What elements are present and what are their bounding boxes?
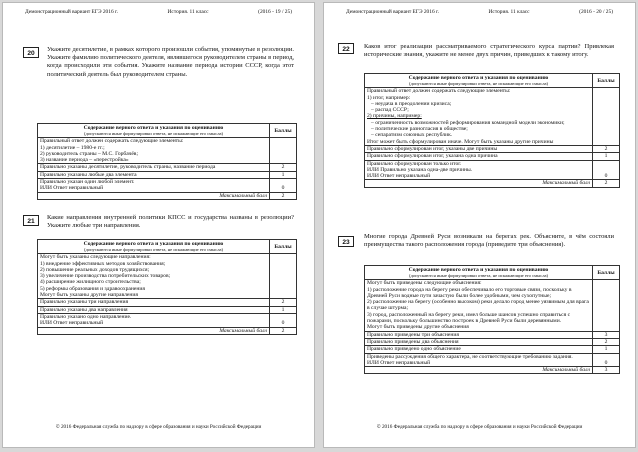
question-number-21: 21 bbox=[23, 215, 39, 226]
answer-content: Могут быть приведены следующие объяснения: 1) расположение города на берегу реки обеспечивало его торговые связи, поскольку в Древней Руси водные пути зачастую были более удобными, чем сухопутные; 2) расположение на берегу (особенно высоком) реки делало город менее уязвимым для врага в случае штурма; 3) город, расположенный на берегу реки, имел больше шансов успешно справиться с пожарами, поскольку большинство построек в Древней Руси были деревянными. Могут быть приведены другие объяснения bbox=[365, 280, 593, 331]
score-header: Баллы bbox=[593, 266, 620, 280]
scoring-table-23 bbox=[364, 265, 620, 374]
score-header: Баллы bbox=[593, 74, 620, 88]
table-row: Правильно указано одно направление. ИЛИ Ответ неправильный 0 bbox=[38, 313, 297, 327]
table-row: Правильно указаны любые два элемента 1 bbox=[38, 171, 297, 178]
header-subject: История. 11 класс bbox=[488, 9, 530, 15]
table-row: Приведены рассуждения общего характера, не соответствующие требованию задания. ИЛИ Ответ неправильный 0 bbox=[365, 353, 620, 367]
scoring-table-22 bbox=[364, 73, 620, 188]
table-row: Правильно указаны десятилетие, руководитель страны, название периода 2 bbox=[38, 164, 297, 171]
max-score-row: Максимальный балл 3 bbox=[365, 367, 620, 374]
table-row: Правильно приведены два объяснения 2 bbox=[365, 338, 620, 345]
table-row: Правильно сформулирован итог, указана одна причина 1 bbox=[365, 153, 620, 160]
header-page: (2016 - 19 / 25) bbox=[258, 9, 292, 15]
max-score-row: Максимальный балл 2 bbox=[365, 180, 620, 187]
table-row: Правильно приведены три объяснения 3 bbox=[365, 331, 620, 338]
question-23-text: Многие города Древней Руси возникали на берегах рек. Объясните, в чём состояли преимущества такого расположения города (приведите три объяснения). bbox=[364, 233, 614, 249]
page-right bbox=[323, 2, 636, 448]
question-number-23: 23 bbox=[338, 236, 354, 247]
page-header bbox=[346, 9, 613, 15]
answer-content: Правильный ответ должен содержать следующие элементы: 1) итог, например: – неудача в преодолении кризиса; – распад СССР; 2) причины, например: – ограниченность возможностей реформирования командной модели экономики; – политические разногласия в обществе; – сепаратизм союзных республик. Итог может быть сформулирован иначе. Могут быть указаны другие причины bbox=[365, 88, 593, 146]
max-score-row: Максимальный балл 2 bbox=[38, 327, 297, 334]
page-left bbox=[2, 2, 315, 448]
table-row: Правильно указан один любой элемент. ИЛИ Ответ неправильный 0 bbox=[38, 179, 297, 193]
table-header: Содержание верного ответа и указания по оцениванию (допускаются иные формулировки ответа, не искажающие его смысла) bbox=[38, 240, 270, 254]
score-header: Баллы bbox=[270, 124, 297, 138]
answer-content: Правильный ответ должен содержать следующие элементы: 1) десятилетие – 1980-е гг.; 2) руководитель страны – М.С. Горбачёв; 3) название периода – «перестройка» bbox=[38, 138, 270, 164]
header-page: (2016 - 20 / 25) bbox=[579, 9, 613, 15]
page-header bbox=[25, 9, 292, 15]
question-20-text: Укажите десятилетие, в рамках которого произошли события, упомянутые в резолюции. Укажите фамилию политического деятеля, являвшегося руководителем страны в период, когда происходили эти события. Укажите название периода истории СССР, когда этот политический деятель был руководителем страны. bbox=[47, 46, 294, 78]
header-subject: История. 11 класс bbox=[167, 9, 209, 15]
table-header: Содержание верного ответа и указания по оцениванию (допускаются иные формулировки ответа, не искажающие его смысла) bbox=[38, 124, 270, 138]
scoring-table-21 bbox=[37, 239, 297, 335]
table-header: Содержание верного ответа и указания по оцениванию (допускаются иные формулировки ответа, не искажающие его смысла) bbox=[365, 266, 593, 280]
page-footer: © 2016 Федеральная служба по надзору в сфере образования и науки Российской Федерации bbox=[376, 424, 583, 430]
answer-content: Могут быть указаны следующие направления: 1) внедрение эффективных методов хозяйствования; 2) повышение реальных доходов трудящихся; 3) увеличение производства потребительских товаров; 4) расширение жилищного строительства; 5) реформы образования и здравоохранения Могут быть указаны другие направления bbox=[38, 254, 270, 299]
table-row: Правильно приведено одно объяснение 1 bbox=[365, 346, 620, 353]
table-row: Правильно указаны три направления 2 bbox=[38, 299, 297, 306]
question-number-20: 20 bbox=[23, 47, 39, 58]
max-score-row: Максимальный балл 2 bbox=[38, 192, 297, 199]
score-header: Баллы bbox=[270, 240, 297, 254]
question-22-text: Каков итог реализации рассматриваемого стратегического курса партии? Привлекая исторические знания, укажите не менее двух причин, приведших к такому итогу. bbox=[364, 43, 614, 59]
header-variant: Демонстрационный вариант ЕГЭ 2016 г. bbox=[346, 9, 439, 15]
table-header: Содержание верного ответа и указания по оцениванию (допускаются иные формулировки ответа, не искажающие его смысла) bbox=[365, 74, 593, 88]
table-row: Правильно указаны два направления 1 bbox=[38, 306, 297, 313]
scoring-table-20 bbox=[37, 123, 297, 200]
header-variant: Демонстрационный вариант ЕГЭ 2016 г. bbox=[25, 9, 118, 15]
question-21-text: Какие направления внутренней политики КПСС и государства названы в резолюции? Укажите любые три направления. bbox=[47, 214, 294, 230]
table-row: Правильно сформулирован только итог. ИЛИ Правильно указана одна-две причины. ИЛИ Ответ неправильный 0 bbox=[365, 160, 620, 180]
table-row: Правильно сформулирован итог, указаны две причины 2 bbox=[365, 145, 620, 152]
page-footer: © 2016 Федеральная служба по надзору в сфере образования и науки Российской Федерации bbox=[55, 424, 262, 430]
question-number-22: 22 bbox=[338, 43, 354, 54]
